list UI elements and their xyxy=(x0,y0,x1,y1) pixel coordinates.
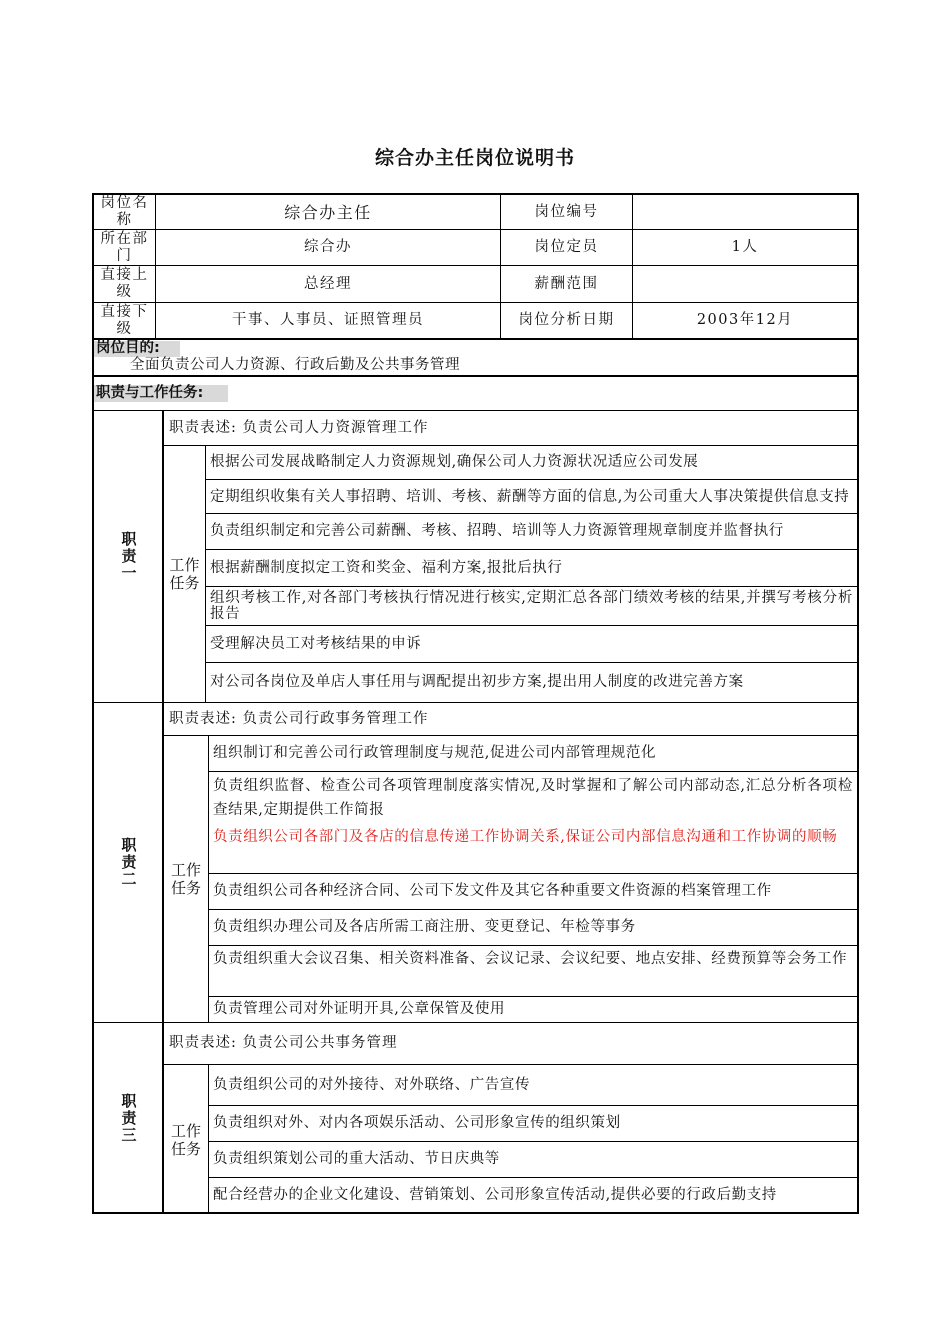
grid-line xyxy=(93,375,858,377)
duty-3-task-label: 工作任务 xyxy=(170,1121,201,1158)
duty-2-task-5: 负责组织办理公司及各店所需工商注册、变更登记、年检等事务 xyxy=(213,919,636,935)
duty-1-task-4: 根据薪酬制度拟定工资和奖金、福利方案,报批后执行 xyxy=(210,559,563,576)
duty-3-task-4: 配合经营办的企业文化建设、营销策划、公司形象宣传活动,提供必要的行政后勤支持 xyxy=(213,1187,777,1203)
duty-1-statement: 职责表述: 负责公司人力资源管理工作 xyxy=(169,419,429,436)
value-department: 综合办 xyxy=(304,239,352,255)
value-analysis-date: 2003年12月 xyxy=(696,312,794,328)
duty-2-statement: 职责表述: 负责公司行政事务管理工作 xyxy=(169,710,429,727)
value-headcount: 1人 xyxy=(731,239,759,255)
label-headcount: 岗位定员 xyxy=(534,239,599,255)
value-job-code xyxy=(633,195,857,229)
duty-2-task-label: 工作任务 xyxy=(170,861,201,897)
value-supervisor: 总经理 xyxy=(304,275,352,292)
duty-2-task-4: 负责组织公司各种经济合同、公司下发文件及其它各种重要文件资源的档案管理工作 xyxy=(213,883,772,899)
grid-line xyxy=(209,771,858,772)
label-job-code: 岗位编号 xyxy=(534,203,599,220)
label-supervisor: 直接上级 xyxy=(100,267,149,300)
duty-3-task-1: 负责组织公司的对外接待、对外联络、广告宣传 xyxy=(213,1076,531,1093)
duty-2-task-3: 负责组织公司各部门及各店的信息传递工作协调关系,保证公司内部信息沟通和工作协调的顺畅 xyxy=(213,829,838,845)
duty-1-task-label: 工作任务 xyxy=(169,556,200,592)
duty-1-task-7: 对公司各岗位及单店人事任用与调配提出初步方案,提出用人制度的改进完善方案 xyxy=(210,674,744,690)
purpose-text: 全面负责公司人力资源、行政后勤及公共事务管理 xyxy=(130,357,460,373)
label-job-title: 岗位名称 xyxy=(100,195,149,228)
label-salary-range: 薪酬范围 xyxy=(534,275,599,292)
duty-3-name: 职责三 xyxy=(119,1093,138,1144)
duty-1-task-3: 负责组织制定和完善公司薪酬、考核、招聘、培训等人力资源管理规章制度并监督执行 xyxy=(210,523,784,539)
value-salary-range xyxy=(633,266,857,302)
duty-2-task-2: 负责组织监督、检查公司各项管理制度落实情况,及时掌握和了解公司内部动态,汇总分析各项检查结果,定期提供工作简报 xyxy=(213,778,853,818)
label-analysis-date: 岗位分析日期 xyxy=(518,312,615,328)
page-title: 综合办主任岗位说明书 xyxy=(374,147,575,169)
purpose-label: 岗位目的: xyxy=(96,340,160,356)
duty-2-task-7: 负责管理公司对外证明开具,公章保管及使用 xyxy=(213,1001,506,1017)
value-job-title: 综合办主任 xyxy=(284,202,372,222)
label-subordinates: 直接下级 xyxy=(100,303,149,337)
duty-3-task-3: 负责组织策划公司的重大活动、节日庆典等 xyxy=(213,1151,500,1167)
label-department: 所在部门 xyxy=(100,230,149,264)
duty-3-task-2: 负责组织对外、对内各项娱乐活动、公司形象宣传的组织策划 xyxy=(213,1115,621,1131)
duty-1-task-1: 根据公司发展战略制定人力资源规划,确保公司人力资源状况适应公司发展 xyxy=(210,454,699,470)
duty-3-statement: 职责表述: 负责公司公共事务管理 xyxy=(169,1035,398,1051)
duty-1-task-2: 定期组织收集有关人事招聘、培训、考核、薪酬等方面的信息,为公司重大人事决策提供信息支持 xyxy=(210,488,850,505)
duty-1-task-6: 受理解决员工对考核结果的申诉 xyxy=(210,635,422,652)
duty-1-name: 职责一 xyxy=(119,531,138,582)
duty-2-name: 职责二 xyxy=(119,837,138,888)
value-subordinates: 干事、人事员、证照管理员 xyxy=(232,312,424,328)
duty-1-task-5: 组织考核工作,对各部门考核执行情况进行核实,定期汇总各部门绩效考核的结果,并撰写考核分析报告 xyxy=(210,590,853,622)
duty-2-task-6: 负责组织重大会议召集、相关资料准备、会议记录、会议纪要、地点安排、经费预算等会务工作 xyxy=(213,951,848,967)
duty-2-task-1: 组织制订和完善公司行政管理制度与规范,促进公司内部管理规范化 xyxy=(213,745,657,761)
duties-section-label: 职责与工作任务: xyxy=(96,385,204,401)
